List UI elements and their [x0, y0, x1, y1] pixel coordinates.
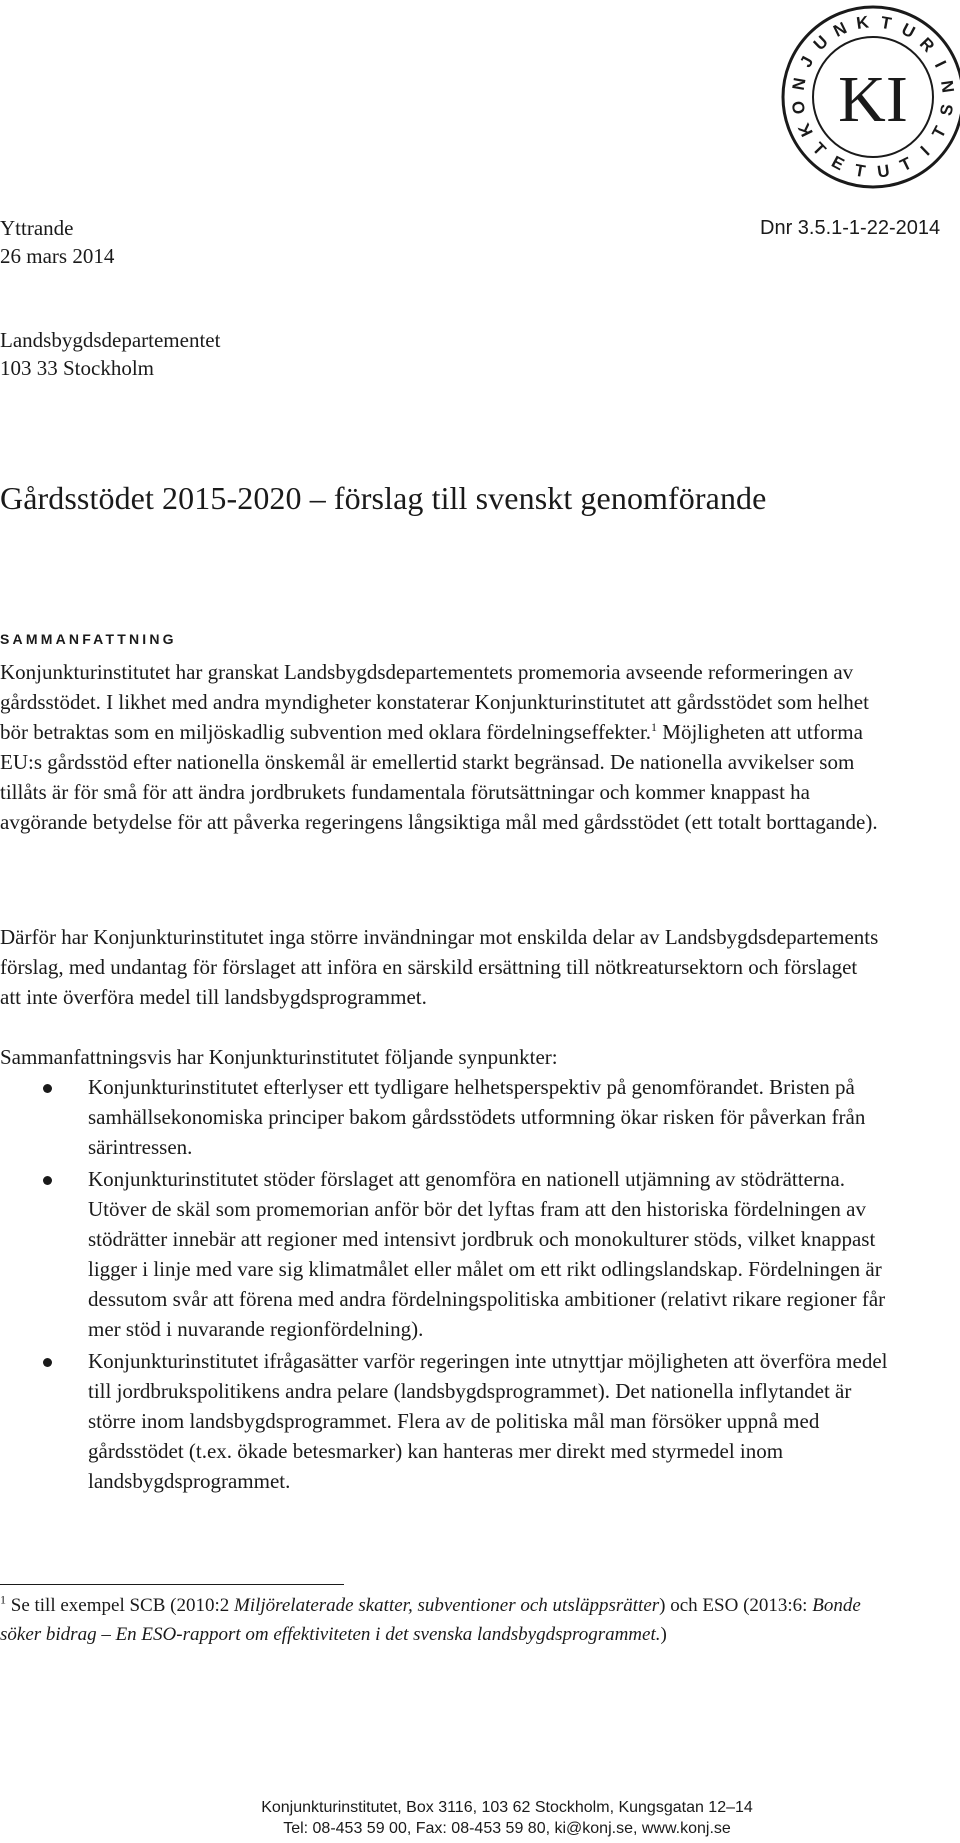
logo-ring-letter: N [937, 79, 958, 94]
document-date: 26 mars 2014 [0, 244, 115, 268]
list-item-text: Konjunkturinstitutet stöder förslaget att genomföra en nationell utjämning av stödrätterna. Utöver de skäl som promemorian anför bör det lyftas fram att den historiska fördelningen av stödrätter innebär att regioner med intensivt jordbruk och monokulturer stöds, vilket knappast ligger i linje med vare sig klimatmålet eller målet om ett rikt odlingslandskap. Fördelningen är dessutom svår att förena med andra fördelningspolitiska ambitioner (relativt rikare regioner får mer stöd i nuvarande regionfördelning). [88, 1167, 886, 1341]
summary-paragraph-2 [0, 922, 880, 1012]
recipient-name: Landsbygdsdepartementet [0, 328, 221, 352]
footnote-text: ) och ESO (2013:6: [659, 1595, 813, 1616]
logo-ring-letter: T [853, 160, 867, 182]
logo-ring-letter: N [788, 76, 810, 92]
footnote-title-1: Miljörelaterade skatter, subventioner och utsläppsrätter [234, 1595, 660, 1616]
footnote-text: ) [660, 1624, 667, 1645]
logo-ring-letter: T [928, 123, 951, 142]
logo-ring-letter: E [828, 152, 848, 175]
footer-contact: Tel: 08-453 59 00, Fax: 08-453 59 80, ki@konj.se, www.konj.se [283, 1820, 731, 1837]
logo-ring-letter: U [809, 31, 832, 55]
footnote-reference: 1 [651, 720, 658, 734]
bullet-icon [43, 1084, 52, 1093]
logo-ring-letter: K [855, 12, 870, 33]
logo-ring-letter: R [915, 33, 939, 56]
document-type: Yttrande [0, 216, 74, 240]
logo-ring-letter: K [794, 120, 817, 140]
footnote-divider [0, 1584, 344, 1585]
footnote-mark: 1 [0, 1592, 6, 1607]
konjunkturinstitutet-logo [780, 2, 960, 192]
paragraph-3-intro: Sammanfattningsvis har Konjunkturinstitutet följande synpunkter: [0, 1045, 558, 1069]
list-item-text: Konjunkturinstitutet efterlyser ett tydligare helhetsperspektiv på genomförandet. Bristen på samhällsekonomiska principer bakom gårdsstödets utformning ökar risken för påverkan från särintressen. [88, 1075, 866, 1159]
logo-ring-letter: I [930, 57, 950, 71]
document-title: Gårdsstödet 2015-2020 – förslag till svenskt genomförande [0, 480, 767, 516]
logo-ring-letter: T [808, 138, 830, 160]
paragraph-1-text: Konjunkturinstitutet har granskat Landsbygdsdepartementets promemoria avseende reformeringen av gårdsstödet. I likhet med andra myndigheter konstaterar Konjunkturinstitutet att gårdsstödet som helhet bör betraktas som en miljöskadlig subvention med oklara fördelningseffekter. [0, 660, 869, 744]
footnote-text: Se till exempel SCB (2010:2 [6, 1595, 234, 1616]
logo-ring-letter: U [898, 19, 919, 43]
logo-ring-letter: I [916, 142, 934, 160]
logo-ring-letter: N [830, 18, 850, 41]
section-heading: SAMMANFATTNING [0, 631, 177, 647]
reference-number: Dnr 3.5.1-1-22-2014 [760, 217, 941, 239]
list-item [0, 1164, 890, 1344]
logo-ring-letter: J [796, 53, 818, 71]
logo-monogram: KI [838, 63, 908, 136]
logo-ring-letter: U [876, 161, 891, 182]
list-item [0, 1346, 890, 1496]
footnote-title-2: Bonde söker bidrag – En ESO-rapport om effektiviteten i det svenska landsbygdsprogrammet. [0, 1595, 861, 1645]
bullet-icon [43, 1176, 52, 1185]
list-item-text: Konjunkturinstitutet ifrågasätter varför regeringen inte utnyttjar möjligheten att överföra medel till jordbrukspolitikens andra pelare (landsbygdsprogrammet). Det nationella inflytandet är större inom landsbygdsprogrammet. Flera av de politiska mål man försöker uppnå med gårdsstödet (t.ex. ökade betesmarker) kan hanteras mer direkt med styrmedel inom landsbygdsprogrammet. [88, 1349, 888, 1493]
paragraph-2-text: Därför har Konjunkturinstitutet inga större invändningar mot enskilda delar av Landsbygdsdepartements förslag, med undantag för förslaget att införa en särskild ersättning till nötkreatursektorn och förslaget att inte överföra medel till landsbygdsprogrammet. [0, 925, 879, 1009]
recipient-address: 103 33 Stockholm [0, 356, 155, 380]
footer-address: Konjunkturinstitutet, Box 3116, 103 62 Stockholm, Kungsgatan 12–14 [261, 1799, 753, 1816]
footnote [0, 1591, 900, 1649]
viewpoints-list [0, 1072, 890, 1496]
logo-ring-letter: T [897, 153, 915, 176]
logo-ring-letter: O [788, 99, 810, 116]
logo-ring-letter: S [936, 102, 958, 118]
paragraph-1-text-continued: Möjligheten att utforma EU:s gårdsstöd efter nationella önskemål är emellertid starkt begränsad. De nationella avvikelser som tillåts är för små för att ändra jordbrukets fundamentala förutsättningar och kommer knappast ha avgörande betydelse för att påverka regeringens långsiktiga mål med gårdsstödet (ett totalt borttagande). [0, 720, 878, 834]
bullet-icon [43, 1358, 52, 1367]
logo-ring-letter: T [879, 12, 893, 34]
list-item [0, 1072, 890, 1162]
page-footer [0, 1797, 960, 1839]
summary-paragraph-3 [0, 1042, 880, 1072]
summary-paragraph-1 [0, 657, 880, 837]
